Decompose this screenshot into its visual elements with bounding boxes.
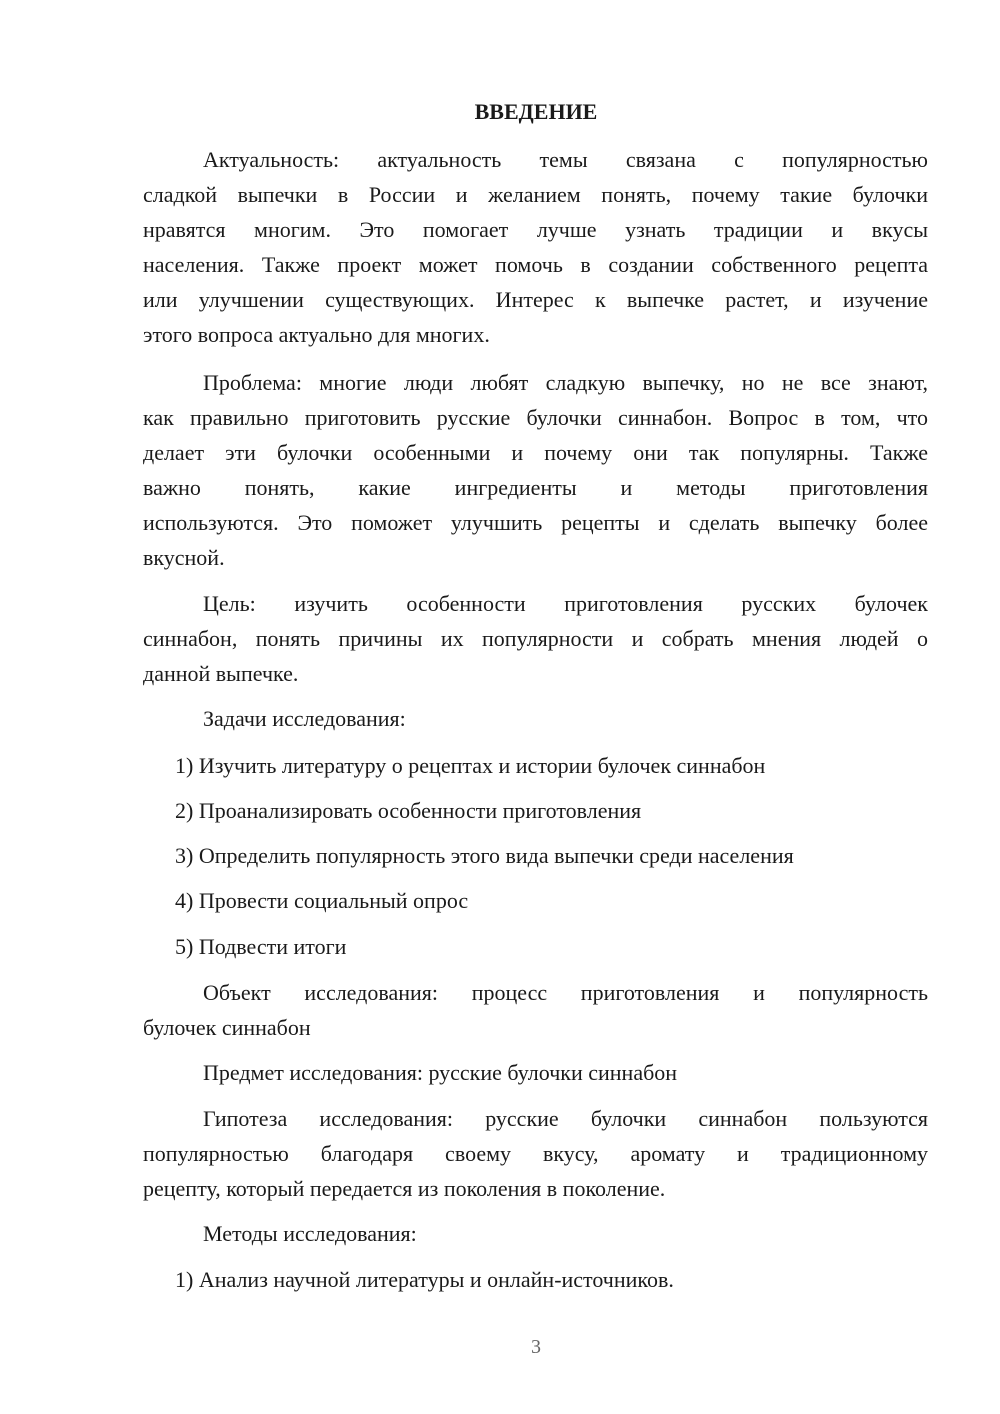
text-line: 1) Анализ научной литературы и онлайн-источников. [175, 1267, 674, 1292]
text-line: популярностью благодаря своему вкусу, аромату и традиционному [143, 1141, 928, 1166]
text-line: Объект исследования: процесс приготовления и популярность [203, 980, 928, 1005]
list-item [143, 748, 928, 783]
text-line: населения. Также проект может помочь в создании собственного рецепта [143, 252, 928, 277]
paragraph [143, 1055, 928, 1090]
text-line: Предмет исследования: русские булочки синнабон [203, 1060, 678, 1085]
paragraph [143, 701, 928, 736]
text-line: Актуальность: актуальность темы связана с популярностью [203, 147, 928, 172]
text-line: булочек синнабон [143, 1015, 311, 1040]
paragraph [143, 586, 928, 691]
text-line: данной выпечке. [143, 661, 299, 686]
text-line: Проблема: многие люди любят сладкую выпечку, но не все знают, [203, 370, 928, 395]
paragraph [143, 142, 928, 352]
page-title: ВВЕДЕНИЕ [474, 99, 598, 124]
paragraph [143, 975, 928, 1045]
text-line: этого вопроса актуально для многих. [143, 322, 490, 347]
text-line: 1) Изучить литературу о рецептах и истории булочек синнабон [175, 753, 766, 778]
text-line: Задачи исследования: [203, 706, 406, 731]
text-line: делает эти булочки особенными и почему они так популярны. Также [143, 440, 928, 465]
text-line: важно понять, какие ингредиенты и методы приготовления [143, 475, 928, 500]
page-number: 3 [531, 1336, 541, 1358]
list-item [143, 883, 928, 918]
text-line: вкусной. [143, 545, 225, 570]
text-line: 4) Провести социальный опрос [175, 888, 469, 913]
text-line: рецепту, который передается из поколения в поколение. [143, 1176, 666, 1201]
text-line: как правильно приготовить русские булочки синнабон. Вопрос в том, что [143, 405, 928, 430]
paragraph [143, 365, 928, 575]
text-line: или улучшении существующих. Интерес к выпечке растет, и изучение [143, 287, 928, 312]
text-line: синнабон, понять причины их популярности и собрать мнения людей о [143, 626, 928, 651]
text-line: 2) Проанализировать особенности приготовления [175, 798, 642, 823]
text-line: используются. Это поможет улучшить рецепты и сделать выпечку более [143, 510, 928, 535]
text-line: Методы исследования: [203, 1221, 417, 1246]
list-item [143, 1262, 928, 1297]
list-item [143, 838, 928, 873]
paragraph [143, 1101, 928, 1206]
text-line: нравятся многим. Это помогает лучше узнать традиции и вкусы [143, 217, 928, 242]
list-item [143, 793, 928, 828]
paragraph [143, 1216, 928, 1251]
list-item [143, 929, 928, 964]
text-line: 5) Подвести итоги [175, 934, 347, 959]
text-line: Цель: изучить особенности приготовления русских булочек [203, 591, 928, 616]
text-line: сладкой выпечки в России и желанием понять, почему такие булочки [143, 182, 928, 207]
text-line: 3) Определить популярность этого вида выпечки среди населения [175, 843, 794, 868]
text-line: Гипотеза исследования: русские булочки синнабон пользуются [203, 1106, 928, 1131]
